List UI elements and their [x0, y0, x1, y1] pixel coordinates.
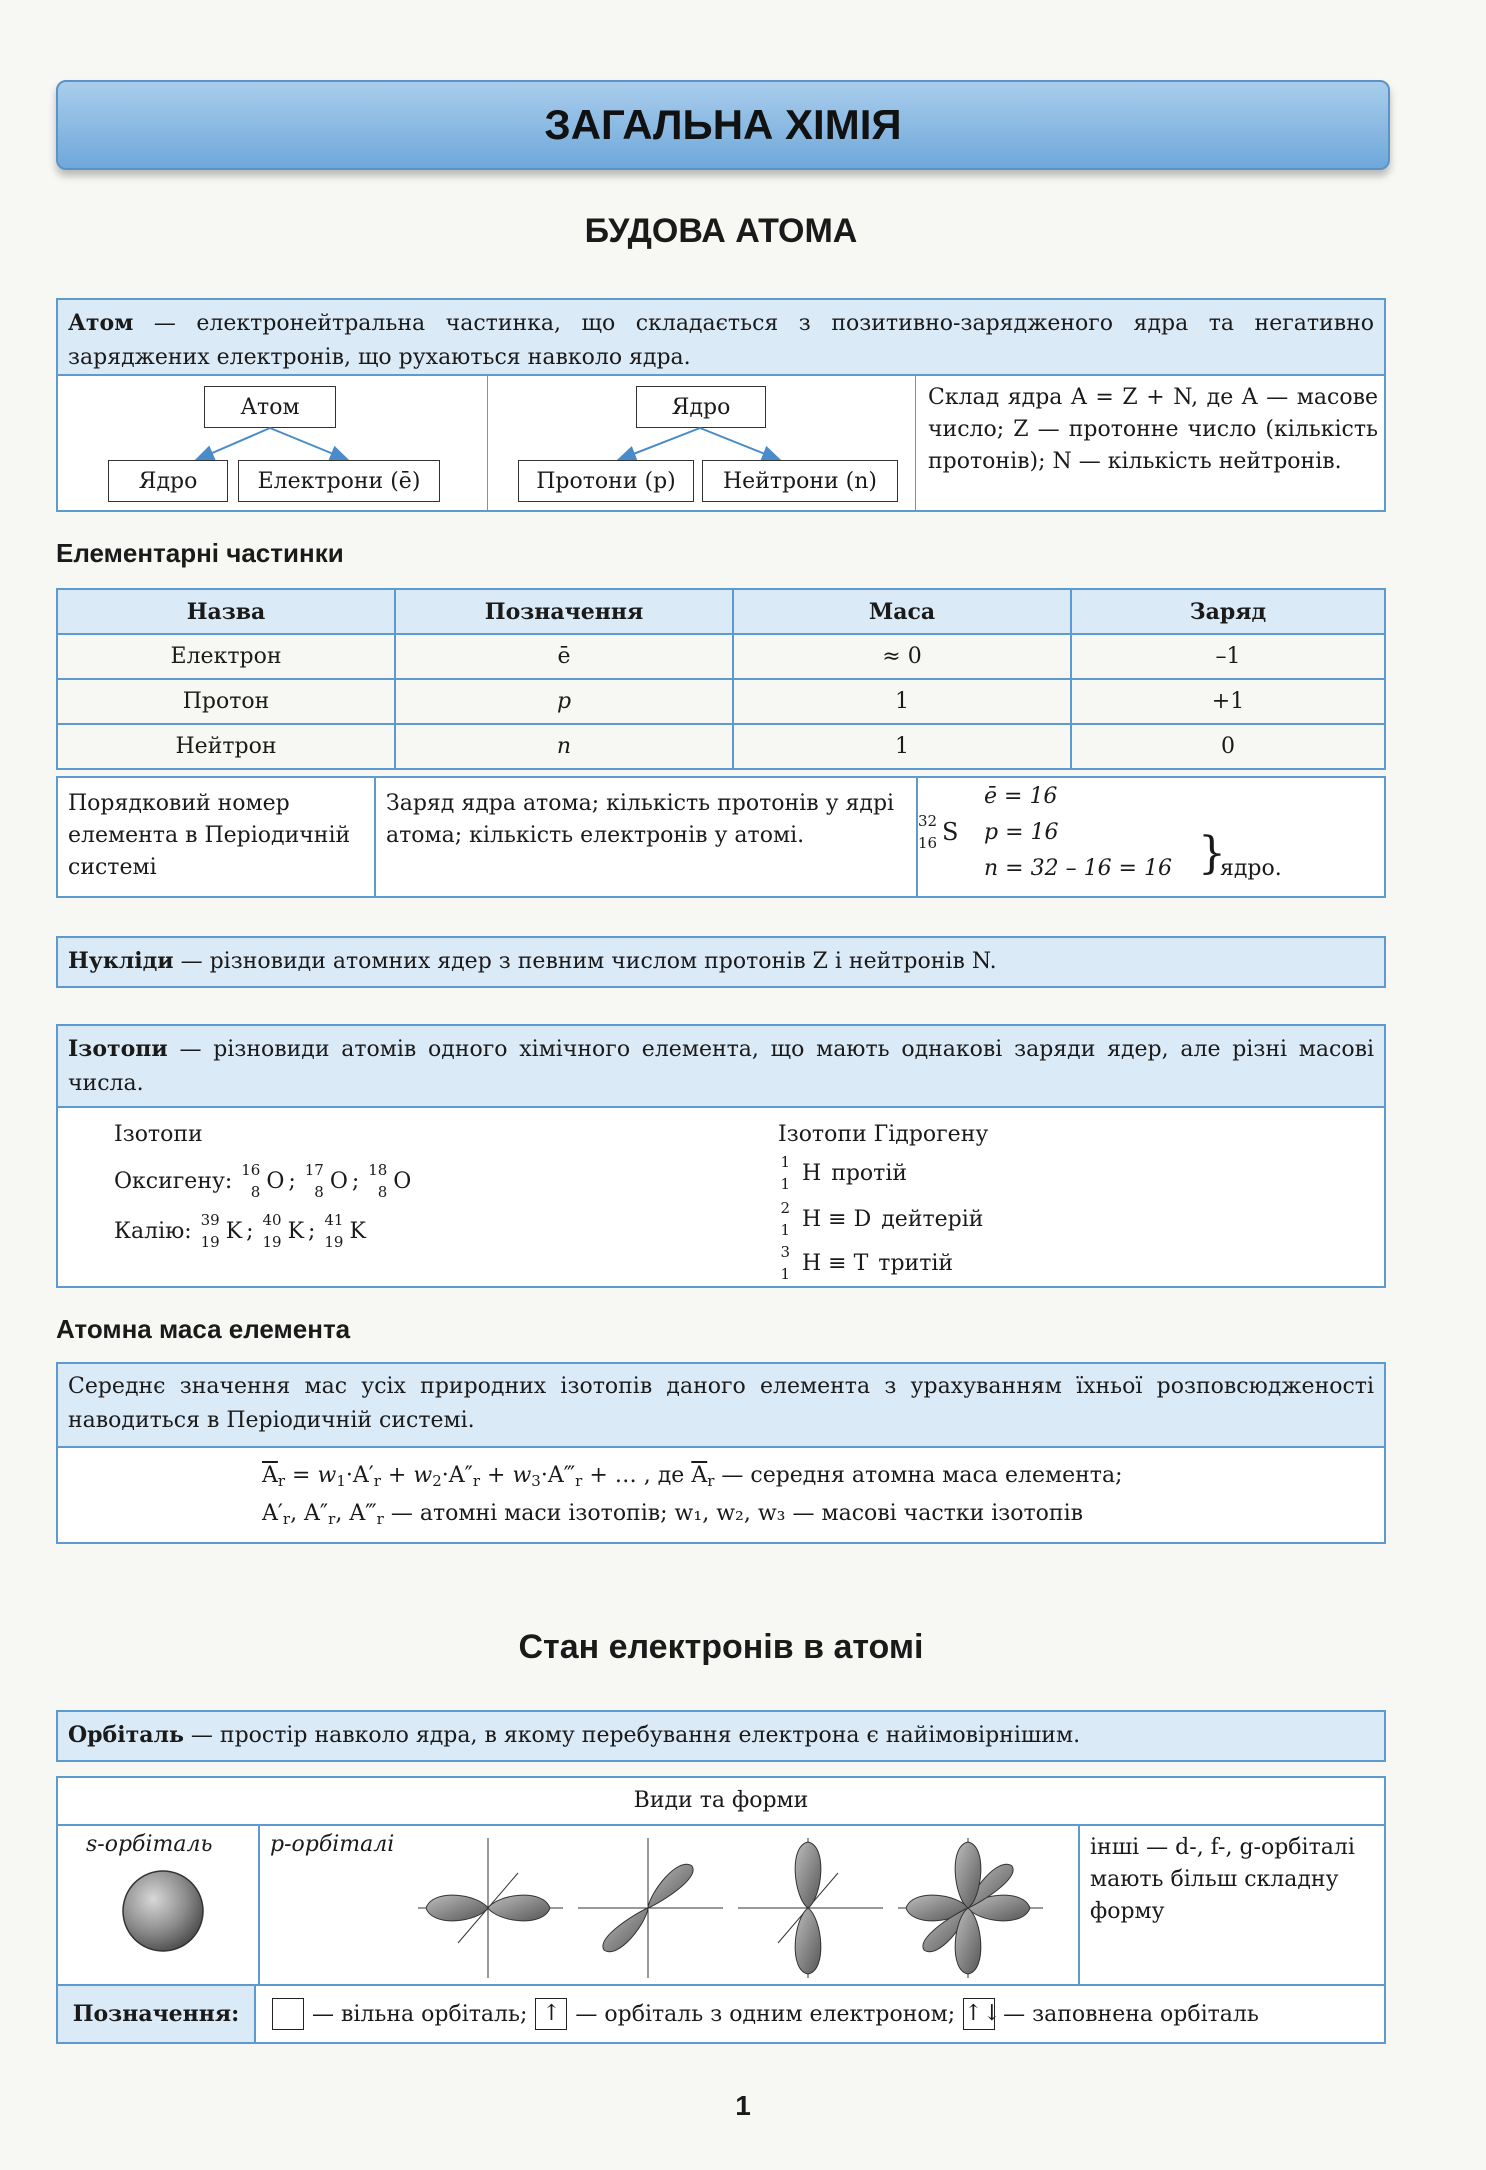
atom-diagram	[58, 374, 488, 510]
atomic-mass-formula: $\overline{A}_r = w_1\cdot A'_r + w_2\cdot A''_r$ + $w_3\cdot A‴_r$ + … , де $\overline{A}_r$ — середня атомна маса елемента;	[262, 1463, 1123, 1490]
formula-tail: — середня атомна маса елемента;	[721, 1463, 1123, 1488]
orbital-types-title: Види та форми	[58, 1778, 1384, 1826]
table-cell: ē	[395, 634, 733, 679]
table-cell: –1	[1071, 634, 1385, 679]
sulfur-nuclide: 32 16 S	[918, 812, 959, 852]
empty-orbital-icon	[272, 1998, 304, 2030]
nuclides-definition	[56, 936, 1386, 988]
isotopes-definition	[56, 1024, 1386, 1108]
atomic-mass-formula-line2: $A'_r$, $A''_r$, $A‴_r$ — атомні маси ізотопів; w₁, w₂, w₃ — масові частки ізотопів	[262, 1501, 1084, 1528]
diagram-atom-electrons: Електрони (ē)	[238, 460, 440, 502]
nucleus-composition: Склад ядра A = Z + N, де A — масове число; Z — протонне число (кількість протонів); N — кількість нейтронів.	[928, 385, 1378, 474]
sulfur-electrons: ē = 16	[984, 784, 1058, 809]
ordinal-block	[56, 776, 1386, 898]
orbital-term: Орбіталь	[68, 1722, 184, 1748]
atom-term: Атом	[68, 310, 134, 336]
nuclides-term: Нукліди	[68, 948, 174, 974]
ordinal-left: Порядковий номер елемента в Періодичній системі	[68, 791, 351, 880]
orbital-legend: — вільна орбіталь; ↑ — орбіталь з одним електроном; ↑↓ — заповнена орбіталь	[272, 1998, 1259, 2030]
brace: }	[1198, 828, 1226, 879]
diagram-nucleus-root: Ядро	[636, 386, 766, 428]
page-title: ЗАГАЛЬНА ХІМІЯ	[544, 101, 902, 148]
nucleus-diagram	[488, 374, 916, 510]
orbital-definition	[56, 1710, 1386, 1762]
particles-table	[56, 588, 1386, 770]
table-cell: 0	[1071, 724, 1385, 769]
table-row	[57, 679, 1385, 724]
table-cell: 1	[733, 724, 1071, 769]
table-header-row	[57, 589, 1385, 634]
s-orbital-label: s-орбіталь	[86, 1832, 213, 1857]
table-cell: Нейтрон	[57, 724, 395, 769]
table-cell: Протон	[57, 679, 395, 724]
isotopes-term: Ізотопи	[68, 1036, 168, 1062]
sulfur-protons: p = 16	[984, 820, 1059, 845]
table-header: Позначення	[395, 589, 733, 634]
diagram-protons: Протони (p)	[518, 460, 694, 502]
potassium-isotopes: Калію: 39 19 K ; 40 19 K ; 41 19 K	[114, 1211, 366, 1251]
diagram-atom-nucleus: Ядро	[108, 460, 228, 502]
atom-definition	[56, 298, 1386, 376]
isotopes-definition-text: — різновиди атомів одного хімічного елемента, що мають однакові заряди ядер, але різні масові числа.	[68, 1037, 1374, 1096]
diagram-atom-root: Атом	[204, 386, 336, 428]
divider	[258, 1824, 260, 1984]
atomic-mass-title: Атомна маса елемента	[56, 1314, 351, 1344]
orbital-types-block	[56, 1776, 1386, 2044]
diagram-neutrons: Нейтрони (n)	[702, 460, 898, 502]
hydrogen-isotopes-title: Ізотопи Гідрогену	[778, 1122, 989, 1147]
divider	[1078, 1824, 1080, 1984]
deuterium: 2 1 H ≡ D дейтерій	[780, 1199, 984, 1239]
page-number: 1	[735, 2090, 751, 2121]
divider	[374, 778, 376, 896]
p-orbital-label: p-орбіталі	[270, 1832, 395, 1857]
atom-block	[56, 298, 1386, 512]
table-cell: Електрон	[57, 634, 395, 679]
table-row	[57, 634, 1385, 679]
table-cell: n	[395, 724, 733, 769]
legend-label: Позначення:	[58, 1986, 256, 2042]
s-orbital-sphere	[120, 1868, 206, 1954]
table-row	[57, 724, 1385, 769]
atomic-mass-definition: Середнє значення мас усіх природних ізотопів даного елемента з урахуванням їхньої розповсюдженості наводиться в Періодичній системі.	[56, 1362, 1386, 1448]
table-header: Заряд	[1071, 589, 1385, 634]
oxygen-isotopes: Оксигену: 16 8 O ; 17 8 O ; 18 8 O	[114, 1161, 412, 1201]
table-header: Назва	[57, 589, 395, 634]
table-header: Маса	[733, 589, 1071, 634]
header-banner	[56, 80, 1390, 170]
up-arrow-orbital-icon: ↑	[535, 1998, 567, 2030]
nuclides-definition-text: — різновиди атомних ядер з певним числом протонів Z і нейтронів N.	[173, 949, 997, 974]
section-title-atom-structure: БУДОВА АТОМА	[584, 212, 858, 250]
nucleus-label: ядро.	[1220, 856, 1282, 881]
atom-definition-text: — електронейтральна частинка, що складається з позитивно-зарядженого ядра та негативно заряджених електронів, що рухаються навколо ядра.	[68, 311, 1374, 370]
ordinal-middle: Заряд ядра атома; кількість протонів у ядрі атома; кількість електронів у атомі.	[386, 791, 895, 848]
protium: 1 1 H протій	[780, 1153, 908, 1193]
section-title-electron-state: Стан електронів в атомі	[518, 1628, 924, 1666]
isotopes-block	[56, 1024, 1386, 1288]
isotopes-left-title: Ізотопи	[114, 1122, 203, 1147]
tritium: 3 1 H ≡ T тритій	[780, 1243, 954, 1283]
atomic-mass-block	[56, 1362, 1386, 1544]
sulfur-neutrons: n = 32 – 16 = 16	[984, 856, 1172, 881]
orbital-definition-text: — простір навколо ядра, в якому перебування електрона є найімовірнішим.	[183, 1723, 1081, 1748]
table-cell: p	[395, 679, 733, 724]
table-cell: 1	[733, 679, 1071, 724]
table-cell: ≈ 0	[733, 634, 1071, 679]
particles-title: Елементарні частинки	[56, 538, 344, 568]
p-orbital-shapes	[408, 1826, 1068, 1986]
paired-arrows-orbital-icon: ↑↓	[963, 1998, 995, 2030]
other-orbitals: інші — d-, f-, g-орбіталі мають більш складну форму	[1090, 1835, 1355, 1924]
table-cell: +1	[1071, 679, 1385, 724]
